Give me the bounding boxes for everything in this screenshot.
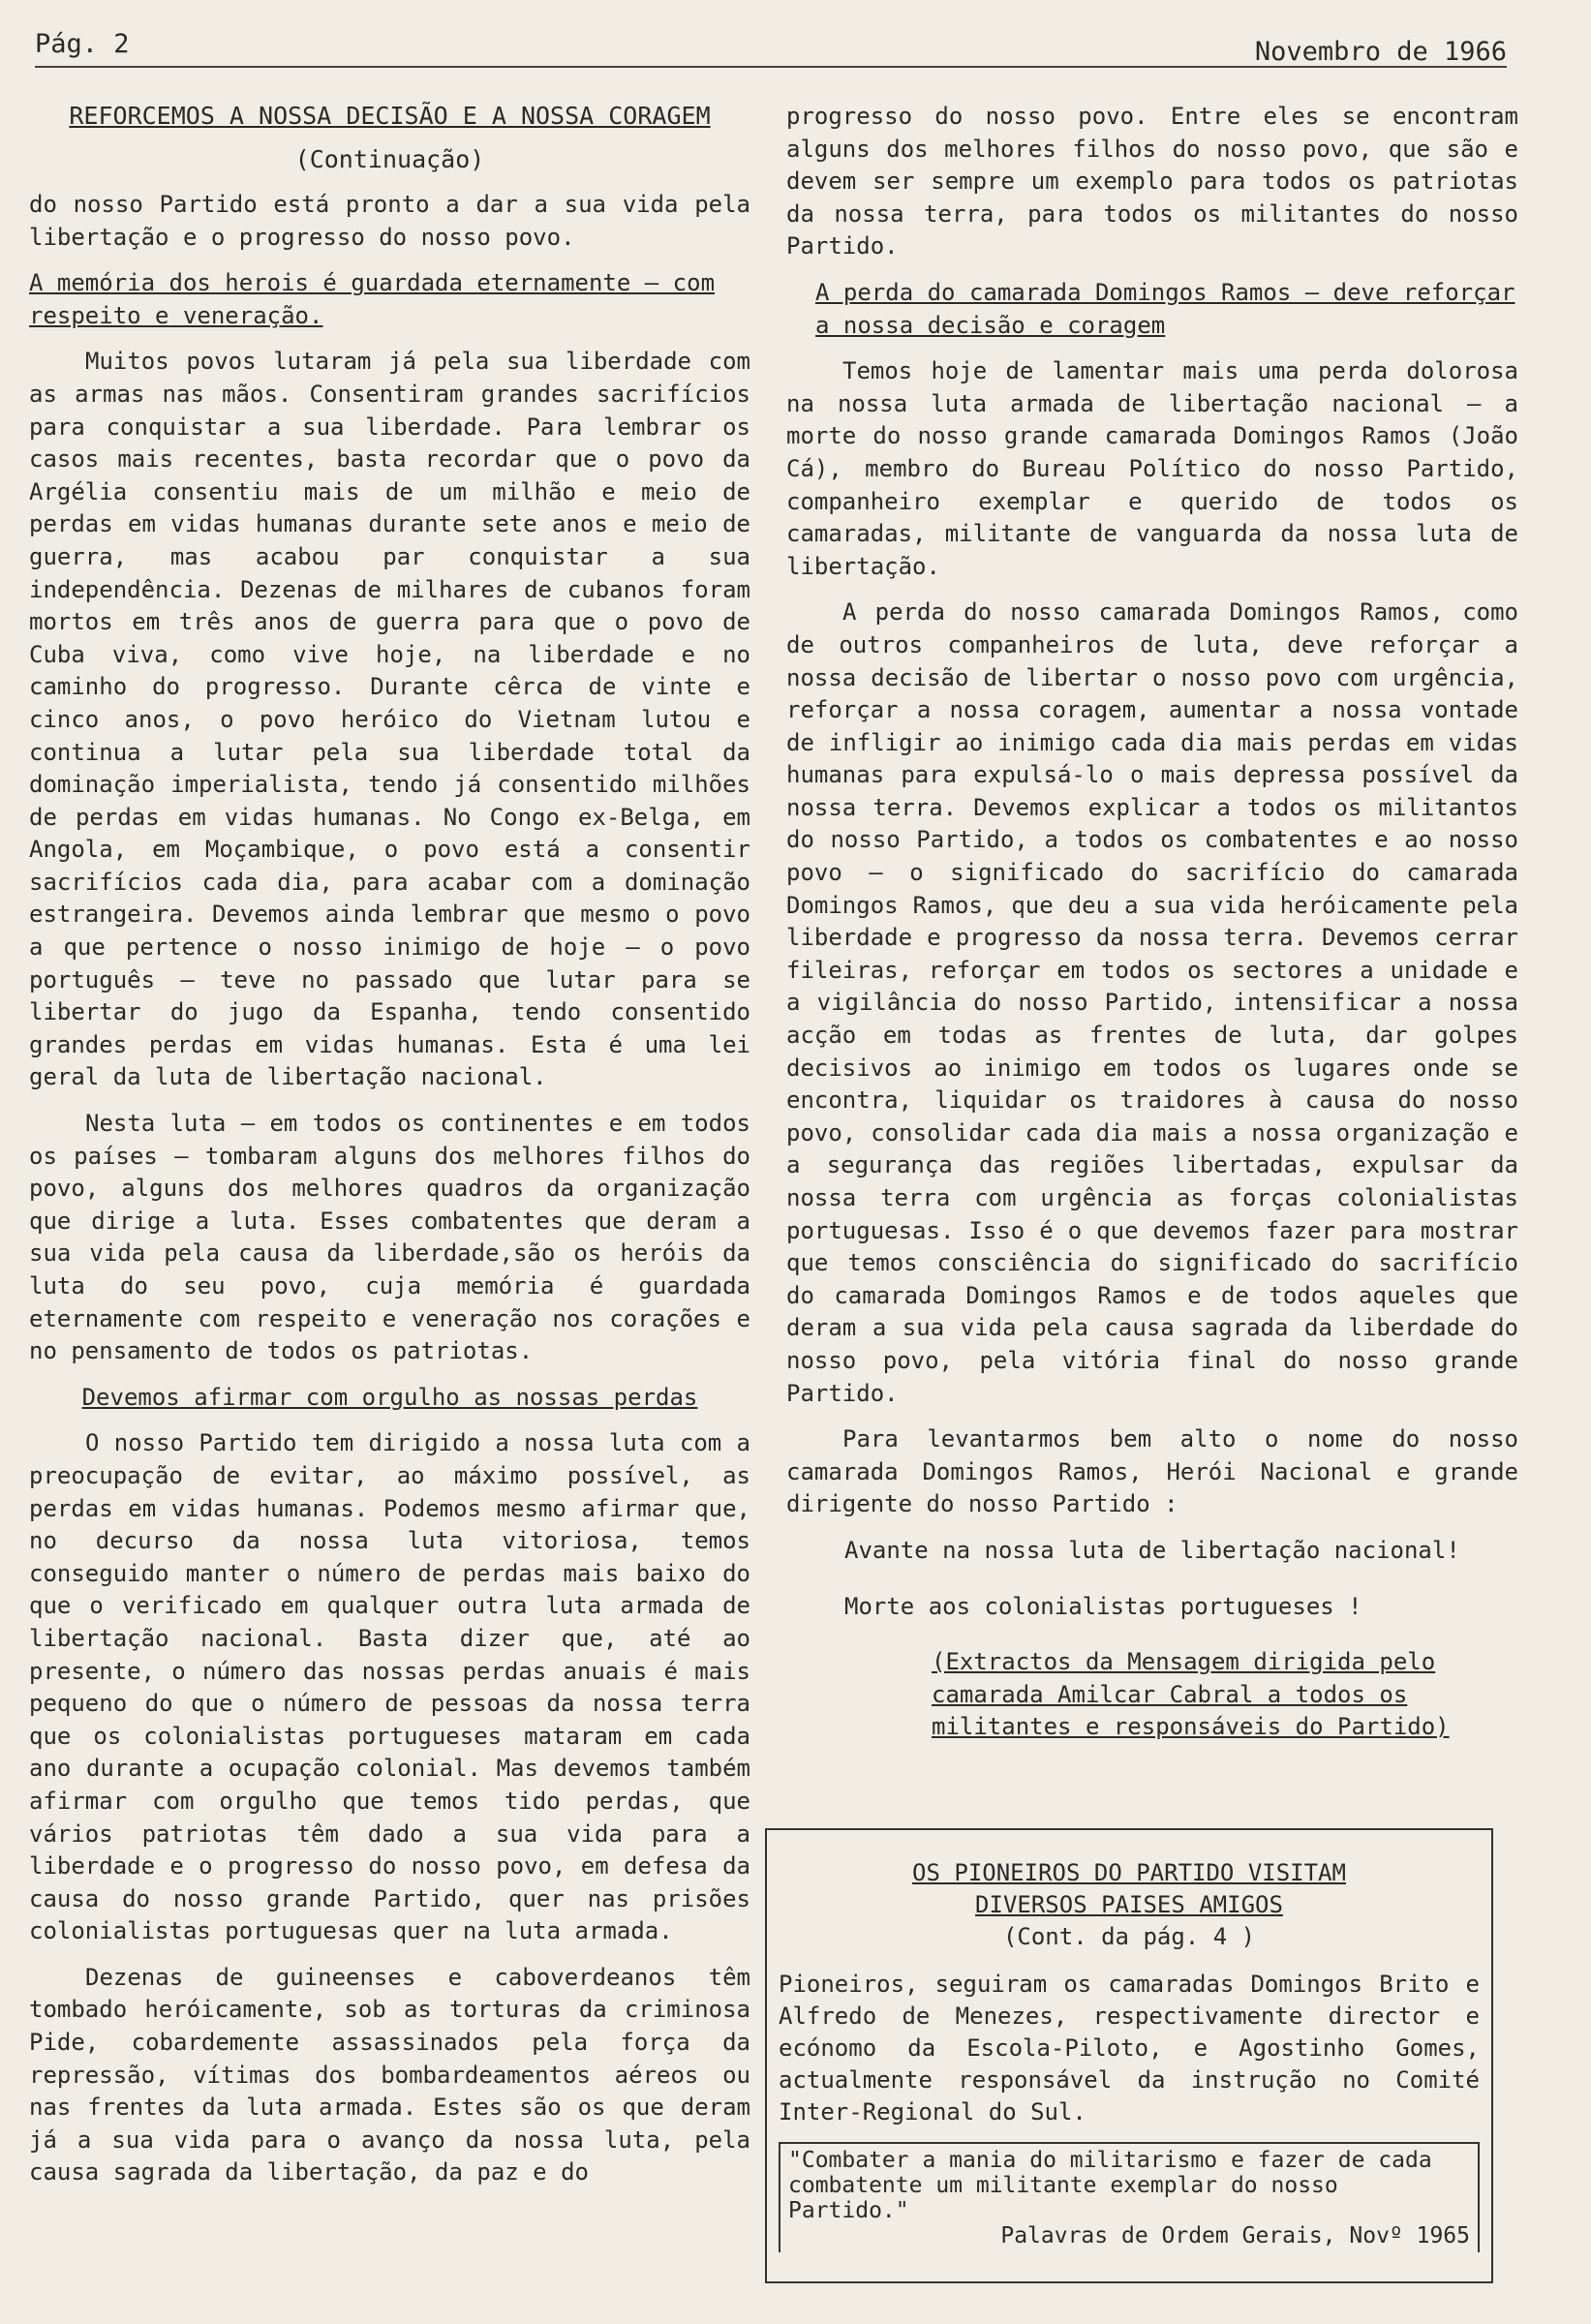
slogan: Avante na nossa luta de libertação nacional! (844, 1536, 1460, 1564)
quote-text: "Combater a mania do militarismo e fazer de cada combatente um militante exemplar do nosso Partido." (788, 2148, 1432, 2223)
issue-date: Novembro de 1966 (1254, 37, 1507, 67)
section-heading-losses: Devemos afirmar com orgulho as nossas perdas (81, 1383, 698, 1411)
paragraph: progresso do nosso povo. Entre eles se encontram alguns dos melhores filhos do nosso povo, que são e devem ser sempre um exemplo para todos os patriotas da nossa terra, para todos os militantes do nosso Partido. (786, 103, 1518, 260)
paragraph: A perda do nosso camarada Domingos Ramos, como de outros companheiros de luta, deve reforçar a nossa decisão de libertar o nosso povo com urgência, reforçar a nossa coragem, aumentar a nossa vontade de infligir ao inimigo cada dia mais perdas em vidas humanas para expulsá-lo o mais depressa possível da nossa terra. Devemos explicar a todos os militantos do nosso Partido, a todos os combatentes e ao nosso povo – o significado do sacrifício do camarada Domingos Ramos, que deu a sua vida heróicamente pela liberdade e progresso da nossa terra. Devemos cerrar fileiras, reforçar em todos os sectores a unidade e a vigilância do nosso Partido, intensificar a nossa acção em todas as frentes de luta, dar golpes decisivos ao inimigo em todos os lugares onde se encontra, liquidar os traidores à causa do nosso povo, consolidar cada dia mais a nossa organização e a segurança das regiões libertadas, expulsar da nossa terra com urgência as forças colonialistas portuguesas. Isso é o que devemos fazer para mostrar que temos consciência do significado do sacrifício do camarada Domingos Ramos e de todos aqueles que deram a sua vida pela causa sagrada da liberdade do nosso povo, pela vitória final do nosso grande Partido. (786, 598, 1518, 1407)
section-heading-domingos-ramos: A perda do camarada Domingos Ramos – deve reforçar a nossa decisão e coragem (815, 278, 1515, 339)
paragraph: Dezenas de guineenses e caboverdeanos têm tombado heróicamente, sob as torturas da criminosa Pide, cobardemente assassinados pela força da repressão, vítimas dos bombardeamentos aéreos ou nas frentes da luta armada. Estes são os que deram já a sua vida para o avanço da nossa luta, pela causa sagrada da libertação, da paz e do (29, 1963, 750, 2186)
paragraph: Nesta luta – em todos os continentes e em todos os países – tombaram alguns dos melhores filhos do povo, alguns dos melhores quadros da organização que dirige a luta. Esses combatentes que deram a sua vida pela causa da liberdade,são os heróis da luta do seu povo, cuja memória é guardada eternamente com respeito e veneração nos corações e no pensamento de todos os patriotas. (29, 1110, 750, 1365)
page-header (35, 27, 1507, 68)
box-title: DIVERSOS PAISES AMIGOS (975, 1891, 1283, 1918)
paragraph: Muitos povos lutaram já pela sua liberdade com as armas nas mãos. Consentiram grandes sacrifícios para conquistar a sua liberdade. Para lembrar os casos mais recentes, basta recordar que o povo da Argélia consentiu mais de um milhão e meio de perdas em vidas humanas durante sete anos e meio de guerra, mas acabou par conquistar a sua independência. Dezenas de milhares de cubanos foram mortos em três anos de guerra para que o povo de Cuba viva, como vive hoje, na liberdade e no caminho do progresso. Durante cêrca de vinte e cinco anos, o povo heróico do Vietnam lutou e continua a lutar pela sua liberdade total da dominação imperialista, tendo já consentido milhões de perdas em vidas humanas. No Congo ex-Belga, em Angola, em Moçambique, o povo está a consentir sacrifícios cada dia, para acabar com a dominação estrangeira. Devemos ainda lembrar que mesmo o povo a que pertence o nosso inimigo de hoje – o povo português – teve no passado que lutar para se libertar do jugo da Espanha, tendo consentido grandes perdas em vidas humanas. Esta é uma lei geral da luta de libertação nacional. (29, 348, 750, 1091)
article-continuation: (Continuação) (294, 145, 485, 173)
section-heading-heroes: A memória dos herois é guardada eternamente – com respeito e veneração. (29, 269, 716, 329)
paragraph: O nosso Partido tem dirigido a nossa luta com a preocupação de evitar, ao máximo possível, as perdas em vidas humanas. Podemos mesmo afirmar que, no decurso da nossa luta vitoriosa, temos conseguido manter o número de perdas mais baixo do que o verificado em qualquer outra luta armada de libertação nacional. Basta dizer que, até ao presente, o número das nossas perdas anuais é mais pequeno do que o número de pessoas da nossa terra que os colonialistas portugueses mataram em cada ano durante a ocupação colonial. Mas devemos também afirmar com orgulho que temos tido perdas, que vários patriotas têm dado a sua vida para a liberdade e o progresso do nosso povo, em defesa da causa do nosso grande Partido, quer nas prisões colonialistas portuguesas quer na luta armada. (29, 1429, 750, 1945)
article-title: REFORCEMOS A NOSSA DECISÃO E A NOSSA CORAGEM (69, 102, 711, 130)
page-number: Pág. 2 (35, 29, 130, 59)
paragraph: Para levantarmos bem alto o nome do nosso camarada Domingos Ramos, Herói Nacional e grande dirigente do nosso Partido : (786, 1425, 1518, 1518)
box-text: Pioneiros, seguiram os camaradas Domingos Brito e Alfredo de Menezes, respectivamente director e ecónomo da Escola-Piloto, e Agostinho Gomes, actualmente responsável da instrução no Comité Inter-Regional do Sul. (779, 1971, 1480, 2125)
slogan: Morte aos colonialistas portugueses ! (844, 1592, 1362, 1620)
pioneers-box (765, 1828, 1493, 2283)
extract-attribution: (Extractos da Mensagem dirigida pelo camarada Amilcar Cabral a todos os militantes e responsáveis do Partido) (932, 1648, 1450, 1741)
paragraph: Temos hoje de lamentar mais uma perda dolorosa na nossa luta armada de libertação nacional – a morte do nosso grande camarada Domingos Ramos (João Cá), membro do Bureau Político do nosso Partido, companheiro exemplar e querido de todos os camaradas, militante de vanguarda da nossa luta de libertação. (786, 357, 1518, 580)
intro-paragraph: do nosso Partido está pronto a dar a sua vida pela libertação e o progresso do nosso povo. (29, 191, 750, 251)
box-title: OS PIONEIROS DO PARTIDO VISITAM (912, 1859, 1346, 1886)
box-continuation: (Cont. da pág. 4 ) (1002, 1923, 1256, 1950)
quote-box (779, 2142, 1480, 2252)
left-column (29, 101, 750, 2203)
quote-source: Palavras de Ordem Gerais, Novº 1965 (1000, 2223, 1470, 2248)
right-column (786, 101, 1518, 1761)
